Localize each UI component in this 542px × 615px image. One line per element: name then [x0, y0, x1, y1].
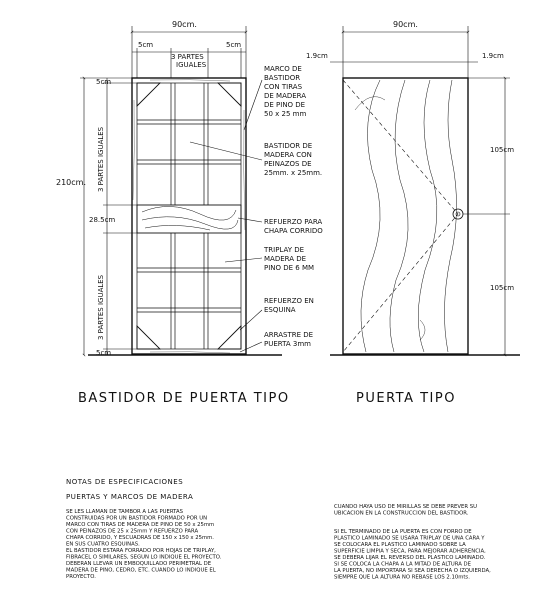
svg-text:SIEMPRE QUE LA ALTURA NO REBAS: SIEMPRE QUE LA ALTURA NO REBASE LOS 2.10mts.: [334, 574, 470, 581]
svg-text:SE LES LLAMAN DE TAMBOR A LAS: SE LES LLAMAN DE TAMBOR A LAS PUERTAS: [66, 509, 183, 515]
dim-side-margin-right: 5cm: [226, 41, 242, 49]
title-bastidor: BASTIDOR DE PUERTA TIPO: [78, 391, 290, 406]
svg-text:MARCO CON TIRAS DE MADERA DE P: MARCO CON TIRAS DE MADERA DE PINO DE 50 x 25mm: [66, 522, 215, 528]
svg-text:SI EL TERMINADO DE LA PUERTA E: SI EL TERMINADO DE LA PUERTA ES CON FORRO DE: [334, 529, 472, 535]
svg-text:SI SE COLOCA LA CHAPA A LA MIT: SI SE COLOCA LA CHAPA A LA MITAD DE ALTURA DE: [334, 561, 471, 568]
svg-text:MADERA DE PINO, CEDRO, ETC. CU: MADERA DE PINO, CEDRO, ETC. CUANDO LO INDIQUE EL: [66, 567, 216, 574]
svg-text:25mm. x 25mm.: 25mm. x 25mm.: [264, 169, 323, 177]
svg-text:CUANDO HAYA USO DE MIRILLAS SE: CUANDO HAYA USO DE MIRILLAS SE DEBE PREVER SU: [334, 504, 477, 510]
callout-triplay: [263, 246, 314, 272]
dim-door-offset-right: 1.9cm: [482, 52, 504, 60]
notes-left: [66, 509, 222, 580]
svg-text:CON PEINAZOS DE 25 x 25mm Y RE: CON PEINAZOS DE 25 x 25mm Y REFUERZO PARA: [66, 528, 199, 535]
svg-text:SUPERFICIE LIMPIA Y SECA, PARA: SUPERFICIE LIMPIA Y SECA, PARA MEJORAR ADHERENCIA,: [334, 548, 486, 555]
svg-text:SE COLOCARA EL PLASTICO LAMINA: SE COLOCARA EL PLASTICO LAMINADO SOBRE LA: [334, 542, 466, 548]
dim-three-parts-1: 3 PARTES: [171, 53, 204, 61]
svg-text:REFUERZO PARA: REFUERZO PARA: [264, 218, 323, 226]
dim-half-height-upper: 105cm: [490, 146, 515, 154]
svg-text:BASTIDOR: BASTIDOR: [264, 74, 301, 82]
svg-text:ESQUINA: ESQUINA: [264, 306, 296, 314]
svg-text:50 x 25 mm: 50 x 25 mm: [264, 110, 307, 118]
svg-text:PEINAZOS DE: PEINAZOS DE: [264, 160, 312, 168]
svg-text:FIBRACEL O SIMILARES, SEGUN LO: FIBRACEL O SIMILARES, SEGUN LO INDIQUE EL PROYECTO.: [66, 554, 222, 561]
dim-three-parts-2: IGUALES: [176, 61, 207, 69]
dim-three-parts-vertical-upper: 3 PARTES IGUALES: [97, 126, 105, 192]
svg-text:UBICACION EN LA CONSTRUCCION D: UBICACION EN LA CONSTRUCCION DEL BASTIDOR.: [334, 510, 469, 517]
svg-text:DE MADERA: DE MADERA: [264, 92, 307, 100]
dimensions-right: [330, 26, 510, 355]
dim-door-offset-left: 1.9cm: [306, 52, 328, 60]
dim-height: 210cm.: [56, 178, 87, 187]
svg-text:PLASTICO LAMINADO SE USARA TRI: PLASTICO LAMINADO SE USARA TRIPLAY DE UNA CARA Y: [334, 535, 485, 542]
svg-text:BASTIDOR DE: BASTIDOR DE: [264, 142, 313, 150]
dim-width-right: 90cm.: [393, 20, 418, 29]
svg-text:DEBERAN LLEVAR UN EMBOQUILLADO: DEBERAN LLEVAR UN EMBOQUILLADO PERIMETRAL DE: [66, 561, 212, 567]
svg-text:CHAPA CORRIDO, Y ESCUADRAS DE: CHAPA CORRIDO, Y ESCUADRAS DE 150 x 150 x 25mm.: [66, 535, 214, 541]
title-puerta: PUERTA TIPO: [356, 391, 456, 406]
dim-bottom-margin: 5cm: [96, 349, 112, 357]
svg-text:CHAPA CORRIDO: CHAPA CORRIDO: [264, 227, 323, 235]
callout-arrastre: [264, 331, 313, 348]
svg-text:PUERTA 3mm: PUERTA 3mm: [264, 340, 311, 348]
dim-width-left: 90cm.: [172, 20, 197, 29]
notes-heading: NOTAS DE ESPECIFICACIONES: [66, 478, 184, 486]
leader-lines: [190, 80, 262, 352]
callout-frame: [264, 65, 306, 118]
bastidor-frame: [132, 78, 246, 354]
callout-refuerzo-chapa: [264, 218, 323, 235]
svg-text:MADERA CON: MADERA CON: [264, 151, 312, 159]
svg-text:SE DEBERA LIJAR EL REVERSO DEL: SE DEBERA LIJAR EL REVERSO DEL PLASTICO LAMINADO.: [334, 555, 486, 561]
dim-top-margin: 5cm: [96, 78, 112, 86]
notes-right-b: [334, 529, 491, 581]
svg-text:PINO DE 6 MM: PINO DE 6 MM: [264, 264, 315, 272]
svg-text:EL BASTIDOR ESTARA FORRADO POR: EL BASTIDOR ESTARA FORRADO POR HOJAS DE TRIPLAY,: [66, 548, 216, 554]
door-panel: [343, 60, 468, 354]
notes-subheading: PUERTAS Y MARCOS DE MADERA: [66, 493, 194, 501]
notes-right-a: [334, 504, 477, 517]
dim-half-height-lower: 105cm: [490, 284, 515, 292]
svg-text:MARCO DE: MARCO DE: [264, 65, 302, 73]
dim-three-parts-vertical-lower: 3 PARTES IGUALES: [97, 274, 105, 340]
dim-middle: 28.5cm: [89, 216, 116, 224]
svg-text:MADERA DE: MADERA DE: [264, 255, 307, 263]
svg-text:ARRASTRE DE: ARRASTRE DE: [264, 331, 314, 339]
svg-text:CON TIRAS: CON TIRAS: [264, 83, 303, 91]
svg-text:TRIPLAY DE: TRIPLAY DE: [264, 246, 305, 254]
svg-text:PROYECTO.: PROYECTO.: [66, 574, 96, 580]
svg-text:LA PUERTA, NO IMPORTARA SI SEA: LA PUERTA, NO IMPORTARA SI SEA DERECHA O IZQUIERDA,: [334, 568, 491, 574]
dim-side-margin-left: 5cm: [138, 41, 154, 49]
callout-refuerzo-esquina: [264, 297, 314, 314]
svg-text:DE PINO DE: DE PINO DE: [264, 101, 306, 109]
svg-text:EN SUS CUATRO ESQUINAS.: EN SUS CUATRO ESQUINAS.: [66, 541, 140, 548]
svg-text:REFUERZO EN: REFUERZO EN: [264, 297, 314, 305]
svg-text:CONSTRUIDAS POR UN BASTIDOR FO: CONSTRUIDAS POR UN BASTIDOR FORMADO POR UN: [66, 515, 208, 522]
callout-bastidor: [264, 142, 322, 177]
